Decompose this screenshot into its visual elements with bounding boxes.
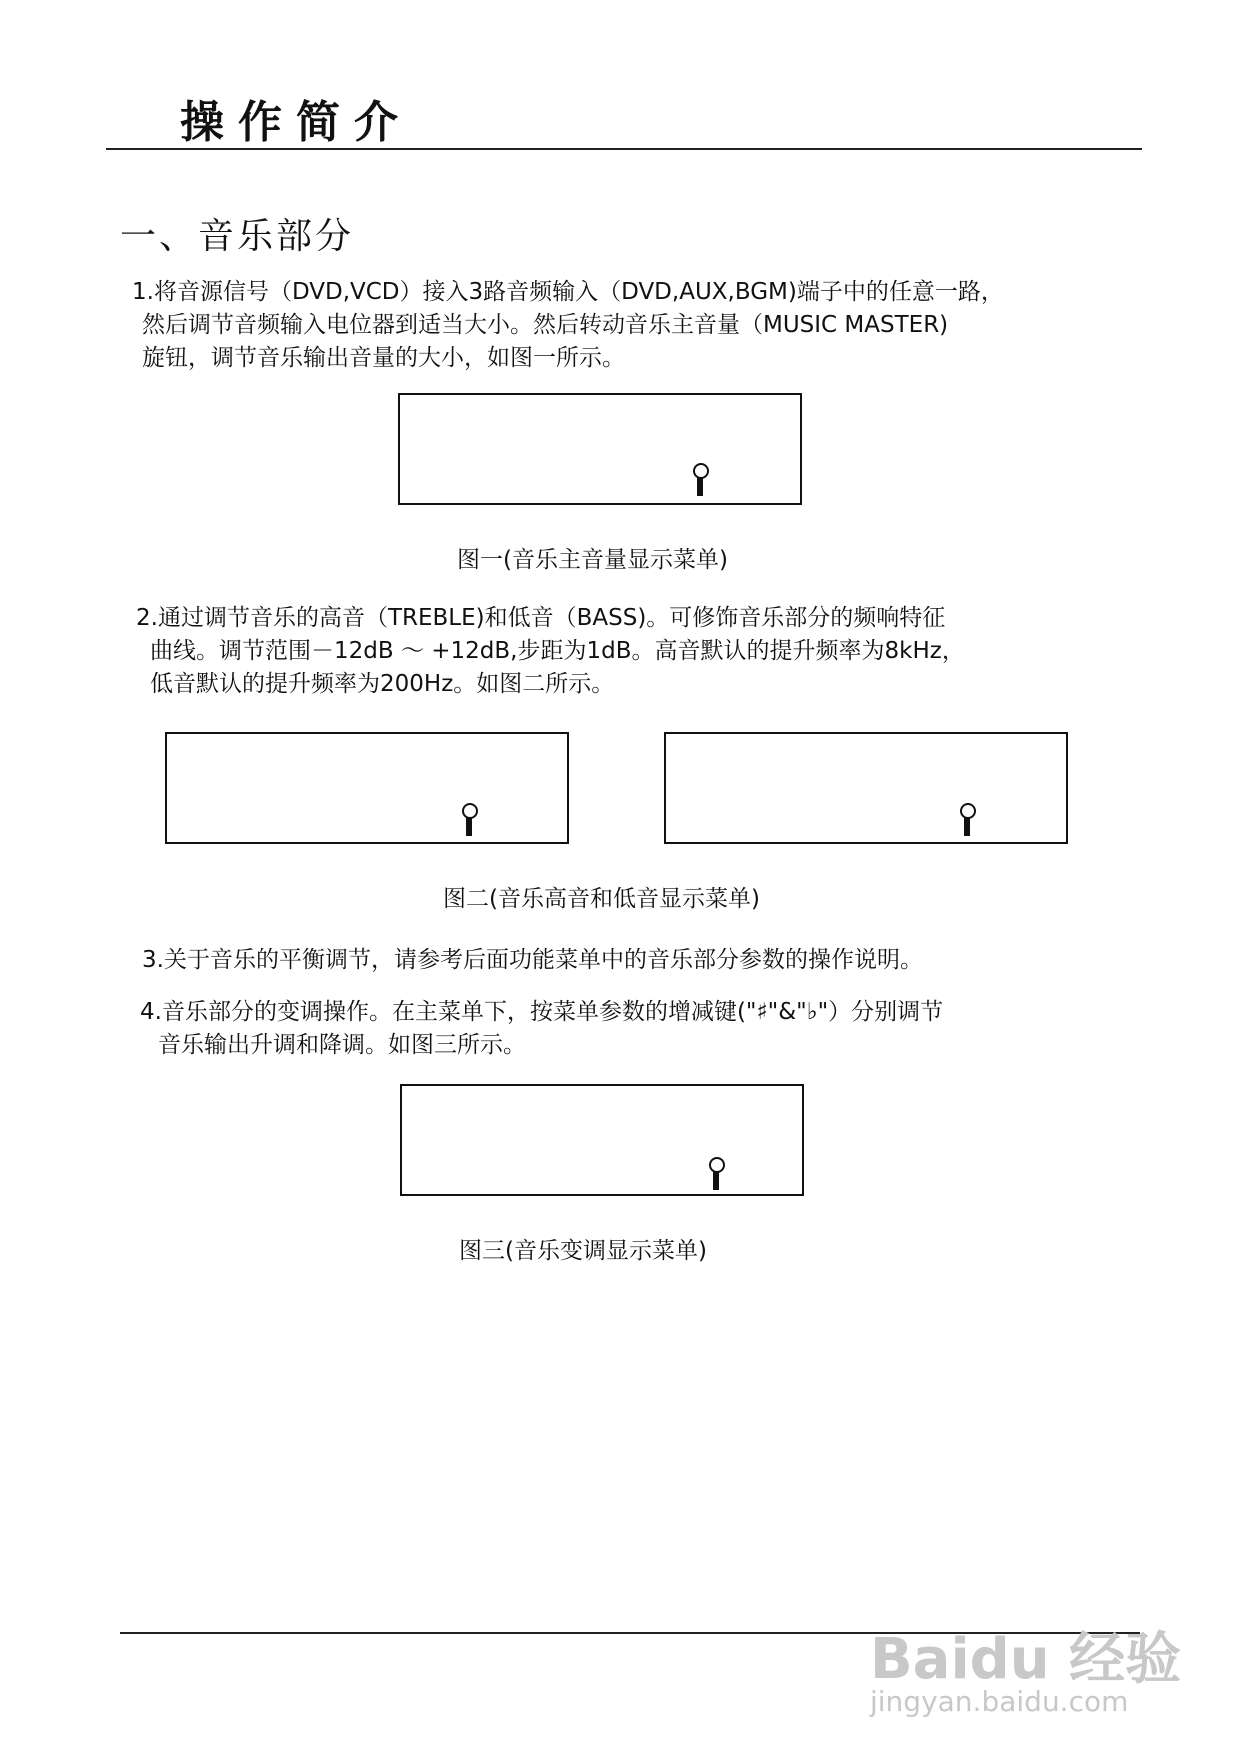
figure-3-display-panel (400, 1084, 804, 1196)
baidu-watermark (870, 1615, 1182, 1725)
figure-2-bass-panel (664, 732, 1068, 844)
paragraph-4-line-2: 音乐输出升调和降调。如图三所示。 (158, 1032, 526, 1058)
figure-1-knob-icon (692, 463, 710, 497)
figure-2-caption: 图二(音乐高音和低音显示菜单) (443, 886, 760, 912)
watermark-url: jingyan.baidu.com (870, 1685, 1129, 1718)
paragraph-1-line-3: 旋钮，调节音乐输出音量的大小，如图一所示。 (142, 345, 625, 371)
paragraph-3 (142, 944, 923, 977)
paragraph-3-line-1: 3.关于音乐的平衡调节，请参考后面功能菜单中的音乐部分参数的操作说明。 (142, 947, 923, 973)
figure-1-display-panel (398, 393, 802, 505)
figure-2-bass-knob-icon (959, 803, 977, 837)
paragraph-1-line-1: 1.将音源信号（DVD,VCD）接入3路音频输入（DVD,AUX,BGM)端子中的任意一路， (132, 279, 1004, 305)
paragraph-4 (140, 996, 943, 1062)
paragraph-4-line-1: 4.音乐部分的变调操作。在主菜单下，按菜单参数的增减键("♯"&"♭"）分别调节 (140, 999, 944, 1025)
figure-1-caption: 图一(音乐主音量显示菜单) (457, 547, 728, 573)
paragraph-2-line-3: 低音默认的提升频率为200Hz。如图二所示。 (150, 671, 615, 697)
paragraph-2-line-2: 曲线。调节范围－12dB ～ +12dB,步距为1dB。高音默认的提升频率为8kHz， (150, 638, 965, 664)
figure-3-caption: 图三(音乐变调显示菜单) (459, 1238, 707, 1264)
paragraph-1-line-2: 然后调节音频输入电位器到适当大小。然后转动音乐主音量（MUSIC MASTER) (142, 312, 949, 338)
header-divider (106, 148, 1142, 150)
paragraph-2 (136, 602, 965, 701)
figure-2-treble-knob-icon (461, 803, 479, 837)
figure-2-treble-panel (165, 732, 569, 844)
paragraph-1 (132, 276, 1004, 375)
page-title: 操作简介 (180, 97, 412, 148)
figure-3-knob-icon (708, 1157, 726, 1191)
paragraph-2-line-1: 2.通过调节音乐的高音（TREBLE)和低音（BASS)。可修饰音乐部分的频响特征 (136, 605, 946, 631)
section-heading: 一、音乐部分 (120, 216, 355, 257)
watermark-brand: Baidu 经验 (870, 1627, 1182, 1692)
